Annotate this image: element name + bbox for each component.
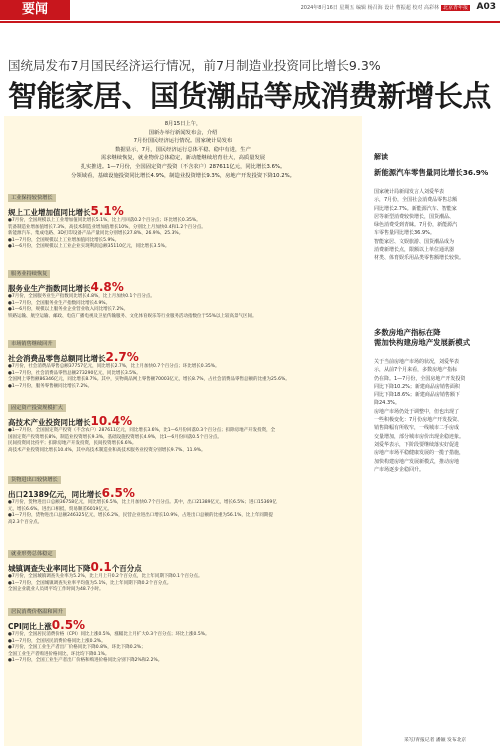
commentary-line: 刘爱华表示，下阶段要继续落实好促进 bbox=[374, 441, 460, 448]
intro-line: 分领域看，基础设施投资同比增长4.9%，制造业投资增长9.3%，房地产开发投资下降10.2%。 bbox=[71, 172, 295, 179]
subheadline: 国统局发布7月国民经济运行情况，前7月制造业投资同比增长9.3% bbox=[8, 58, 381, 73]
section-investment bbox=[4, 394, 362, 454]
section-employment bbox=[4, 540, 362, 594]
masthead-rule bbox=[0, 21, 500, 23]
commentary-line: 居等新型消费较快增长，国货潮品、 bbox=[374, 213, 455, 220]
commentary-line: 降24.3%。 bbox=[374, 400, 400, 407]
commentary-line: 关于当前房地产市场的状况，刘爱华表 bbox=[374, 359, 460, 365]
section-bullet: ●1—7月份，社会消费品零售总额273290亿元，同比增长3.5%。 bbox=[8, 370, 141, 376]
commentary-line: 销售降幅有所收窄，一线城市二手房成 bbox=[374, 425, 460, 432]
section-trade bbox=[4, 466, 362, 526]
commentary-line: 示，7月份，全国社会消费品零售总额 bbox=[374, 197, 458, 204]
section-industry bbox=[4, 184, 362, 251]
paper-tag: 北京青年报 bbox=[442, 5, 468, 11]
section-bullet: ●1—7月份，全国城镇调查失业率平均值为5.1%，比上年同期下降0.2个百分点。 bbox=[8, 580, 172, 586]
section-bullet: ●7月份，全国居民消费价格（CPI）同比上涨0.5%，涨幅比上月扩大0.3个百分点；环比上涨0.5%。 bbox=[8, 632, 210, 637]
commentary-column bbox=[370, 116, 496, 746]
section-title bbox=[8, 206, 362, 218]
section-label: 就业形势总体稳定 bbox=[8, 550, 56, 558]
section-title-text: 服务业生产指数同比增长 bbox=[8, 284, 91, 293]
section-bullet: ●1—7月份，全国规模以上工业增加值同比增长5.9%。 bbox=[8, 237, 120, 243]
section-label: 货物进出口较快增长 bbox=[8, 476, 61, 484]
section-value: 6.5% bbox=[101, 486, 135, 500]
section-bullet: 民间投资同比持平；扣除房地产开发投资，民间投资增长6.6%。 bbox=[8, 441, 137, 447]
section-bullet: 全国工业生产者购进价格同比，环比均下降0.1%。 bbox=[8, 651, 110, 657]
intro-line: 需求继续恢复，就业物价总体稳定，新动能继续培育壮大，高质量发展 bbox=[100, 155, 266, 162]
section-bullet: 高2.3个百分点。 bbox=[8, 519, 43, 525]
commentary-line: 车零售量同比增长36.9%。 bbox=[374, 230, 435, 237]
section-title bbox=[8, 282, 362, 294]
section-value: 0.1 bbox=[90, 560, 112, 574]
section-title-suffix: 个百分点 bbox=[111, 564, 142, 573]
section-bullet: ●1—7月份，服务零售额同比增长7.2%。 bbox=[8, 383, 93, 389]
commentary-line: 加快构建房地产发展新模式，推动房地 bbox=[374, 458, 460, 465]
masthead-meta bbox=[301, 4, 470, 11]
commentary-line: 房地产市场仍处于调整中，但也出现了 bbox=[374, 408, 460, 415]
section-prices bbox=[4, 598, 362, 665]
headline: 智能家居、国货潮品等成消费新增长点 bbox=[8, 79, 491, 113]
section-bullet: ●1—7月份，全国工业生产者出厂价格和购进价格同比分别下降2%和2.2%。 bbox=[8, 658, 163, 664]
masthead-meta-text: 2024年8月16日 星期五 编辑 杨召海 设计 曹振超 校对 高彩林 bbox=[300, 5, 439, 11]
section-bullet: ●7月份，货物进出口总额36758亿元，同比增长6.5%，比上月加快0.7个百分点。其中，出口21389亿元，增长6.5%；进口15369亿 bbox=[8, 500, 277, 505]
intro-line: 7月份国民经济运行情况。国家统计局发布 bbox=[133, 138, 233, 145]
section-title bbox=[8, 562, 362, 574]
section-bullet: ●1—7月份，全国服务业生产指数同比增长4.9%。 bbox=[8, 300, 111, 306]
commentary-label: 解读 bbox=[374, 153, 388, 161]
page-number: A03 bbox=[476, 2, 496, 12]
section-title bbox=[8, 620, 362, 632]
masthead bbox=[0, 0, 500, 20]
commentary-body-1 bbox=[374, 188, 494, 263]
section-value: 10.4% bbox=[90, 414, 133, 428]
commentary-line: 仍在降。1—7月份，全国房地产开发投资 bbox=[374, 375, 466, 382]
commentary-line: 国家统计局新闻发言人刘爱华表 bbox=[374, 189, 445, 195]
section-bullet: 元，增长6.6%。进出口相抵，贸易顺差6019亿元。 bbox=[8, 506, 112, 512]
section-bullet: ●1—7月份，货物进出口总额246325亿元，增长6.2%，民营企业进出口增长10.9%，占进出口总额的比重为56.1%，比上年同期提 bbox=[8, 513, 273, 519]
section-bullet: 全国网上零售额86346亿元，同比增长8.7%。其中，实物商品网上零售额70003亿元，增长8.7%，占社会消费品零售总额的比重为25.6%。 bbox=[8, 377, 290, 383]
commentary-title-1: 新能源汽车零售量同比增长36.9% bbox=[374, 168, 489, 177]
commentary-line: 绿色消费受到青睐。7月份，新能源汽 bbox=[374, 222, 458, 229]
commentary-line: 同比下降10.2%；新建商品房销售面积 bbox=[374, 383, 460, 390]
intro-line: 扎实推进。1—7月份，全国固定资产投资（不含农户）287611亿元，同比增长3.6%。 bbox=[80, 163, 286, 170]
commentary-line: 材类、体育娱乐用品类零售额增长较快。 bbox=[374, 255, 465, 262]
section-bullet: ●7月份，全国城镇调查失业率为5.2%，比上月上升0.2个百分点，比上年同期下降0.1个百分点。 bbox=[8, 574, 203, 579]
section-bullet: 高技术产业投资同比增长10.4%，其中高技术制造业和高技术服务业投资分别增长9.7%、11.9%。 bbox=[8, 447, 206, 453]
commentary-body-2 bbox=[374, 358, 494, 474]
section-title-text: 城镇调查失业率同比下降 bbox=[8, 564, 91, 573]
section-tag: 要闻 bbox=[0, 0, 70, 20]
intro-line: 数据显示，7月，国民经济运行总体平稳、稳中有进，生产 bbox=[115, 146, 251, 153]
section-title bbox=[8, 352, 362, 364]
section-title-text: 高技术产业投资同比增长 bbox=[8, 418, 91, 427]
section-label: 市场销售继续回升 bbox=[8, 340, 56, 348]
section-label: 居民消费价格温和回升 bbox=[8, 608, 66, 616]
section-bullet: ●7月份，全国规模以上工业增加值同比增长5.1%，比上月回落0.2个百分点；环比增长0.35%。 bbox=[8, 218, 201, 223]
section-value: 2.7% bbox=[105, 350, 139, 364]
section-title-text: 社会消费品零售总额同比增长 bbox=[8, 354, 106, 363]
commentary-line: 同比下降18.6%；新建商品房销售额下 bbox=[374, 392, 460, 399]
section-value: 5.1% bbox=[90, 204, 124, 218]
section-title-text: 规上工业增加值同比增长 bbox=[8, 208, 91, 217]
commentary-line: 一些积极变化：7月份房地产开发投资、 bbox=[374, 417, 463, 424]
section-label: 服务业持续恢复 bbox=[8, 270, 50, 278]
section-title bbox=[8, 488, 362, 500]
commentary-line: 示，从前7个月来看，多数房地产指标 bbox=[374, 367, 458, 374]
section-bullet: ●1—7月份，全国固定资产投资（不含农户）287611亿元，同比增长3.6%，比1—6月份回落0.3个百分点；扣除房地产开发投资，全 bbox=[8, 428, 276, 433]
section-services bbox=[4, 260, 362, 320]
section-bullet: ●1—7月份，全国居民消费价格同比上涨0.2%。 bbox=[8, 638, 106, 644]
commentary-line: 产市场逐步企稳回升。 bbox=[374, 466, 425, 473]
commentary-line: 房地产市场平稳健康发展的一揽子措施， bbox=[374, 450, 465, 457]
byline: 采写/青报记者 潘颖 发布北京 bbox=[404, 738, 467, 743]
section-label: 固定资产投资规模扩大 bbox=[8, 404, 66, 412]
section-bullet: ●7月份，社会消费品零售总额37757亿元，同比增长2.7%，比上月加快0.7个百分点；环比增长0.35%。 bbox=[8, 364, 220, 369]
section-bullet: ●1—6月份，全国规模以上工业企业实现利润总额35110亿元，同比增长3.5%。 bbox=[8, 244, 170, 250]
commentary-line: 交量增加，部分城市房价出现企稳迹象。 bbox=[374, 433, 465, 440]
stats-panel bbox=[4, 116, 362, 746]
section-bullet: 铁路运输、航空运输、邮政、电信广播电视及卫星传输服务、文化体育娱乐等行业服务活动指数位于55%以上较高景气区间。 bbox=[8, 313, 257, 319]
section-bullet: 全国企业就业人员周平均工作时间为48.7小时。 bbox=[8, 587, 104, 593]
section-bullet: ●7月份，全国工业生产者出厂价格同比下降0.8%，环比下降0.2%； bbox=[8, 645, 146, 651]
section-bullet: ●7月份，全国服务业生产指数同比增长4.8%，比上月加快0.1个百分点。 bbox=[8, 294, 155, 299]
section-label: 工业保持较快增长 bbox=[8, 194, 56, 202]
section-title-text: 出口21389亿元，同比增长 bbox=[8, 490, 102, 499]
commentary-line: 智能家居、文娱旅游、国货潮品成为 bbox=[374, 238, 455, 245]
intro-line: 8月15日上午， bbox=[164, 121, 202, 127]
section-bullet: 国固定资产投资增长8%，制造业投资增长9.3%，基础设施投资增长4.9%，比1—6月份回落0.5个百分点。 bbox=[8, 434, 222, 440]
commentary-line: 消费新增长点，限额以上单位通讯器 bbox=[374, 247, 455, 254]
commentary-line: 同比增长2.7%。新能源汽车、智能家 bbox=[374, 205, 457, 212]
section-title-text: CPI同比上涨 bbox=[8, 622, 52, 631]
section-title bbox=[8, 416, 362, 428]
section-value: 0.5% bbox=[51, 618, 86, 632]
section-bullet: 装备制造业增加值增长7.3%，高技术制造业增加值增长10%，分别比上月加快0.4和1.2个百分点。 bbox=[8, 224, 206, 230]
section-retail bbox=[4, 330, 362, 390]
section-bullet: 新能源汽车、集成电路、3D打印设备产品产量同比分别增长27.8%、26.9%、25.3%。 bbox=[8, 231, 184, 237]
section-value: 4.8% bbox=[90, 280, 124, 294]
intro-text bbox=[4, 120, 362, 180]
intro-line: 国新办举行新闻发布会，介绍 bbox=[148, 129, 218, 136]
section-bullet: ●1—6月份，规模以上服务业企业营业收入同比增长7.2%。 bbox=[8, 307, 129, 313]
commentary-title-2: 多数房地产指标在降 需加快构建房地产发展新模式 bbox=[374, 328, 471, 347]
